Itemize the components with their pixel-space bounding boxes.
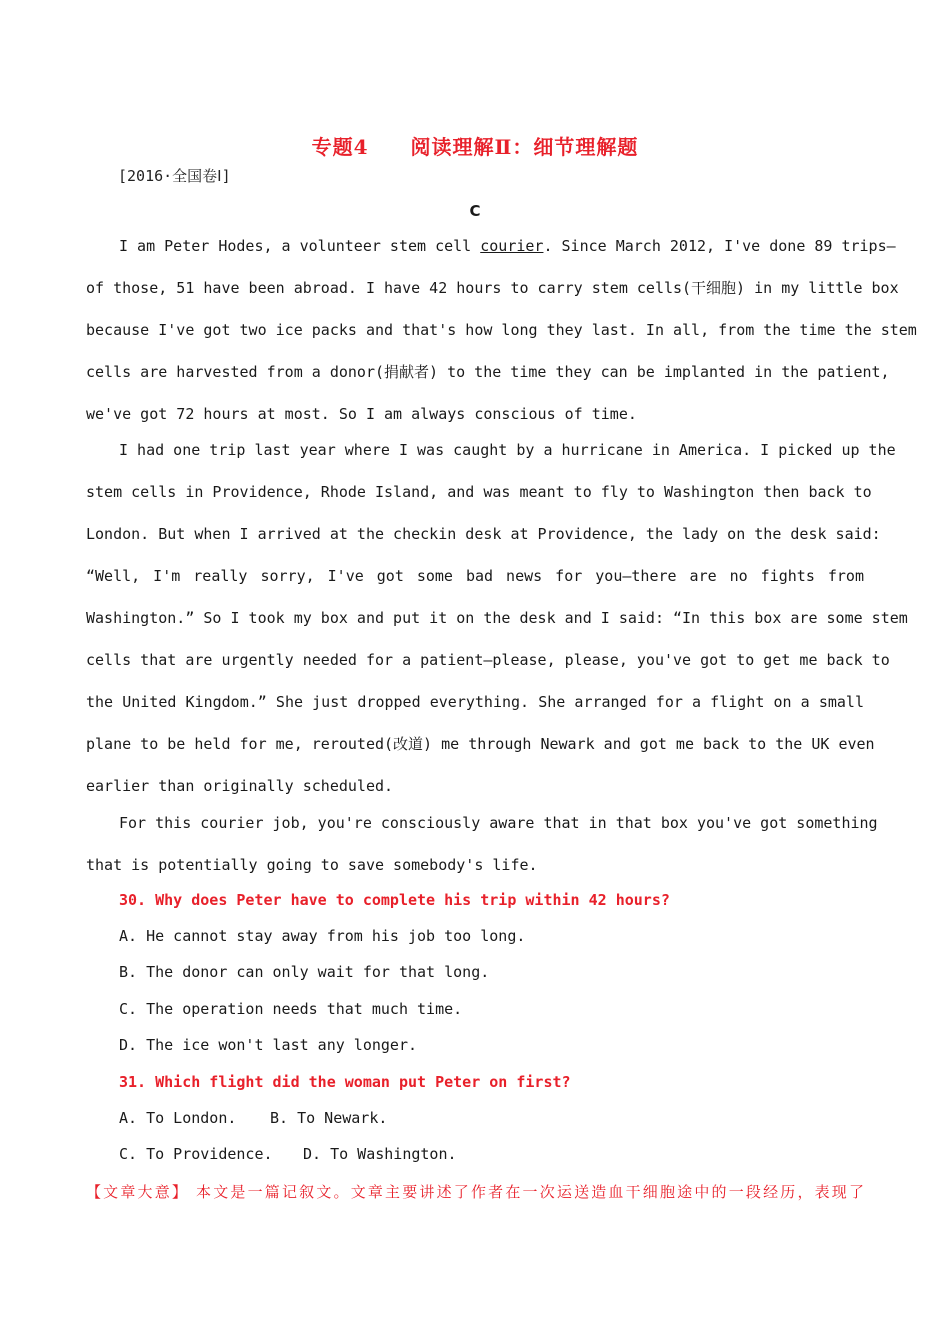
- passage-line: I had one trip last year where I was caught by a hurricane in America. I picked up the: [119, 441, 896, 459]
- question-stem: 30. Why does Peter have to complete his trip within 42 hours?: [119, 891, 670, 909]
- underlined-word: courier: [480, 237, 544, 255]
- passage-line: we've got 72 hours at most. So I am always conscious of time.: [86, 405, 637, 423]
- source-label: [2016·全国卷Ⅰ]: [118, 167, 231, 185]
- passage-line: For this courier job, you're consciously aware that in that box you've got something: [119, 814, 878, 832]
- answer-option: B. The donor can only wait for that long.: [119, 963, 490, 981]
- passage-line: because I've got two ice packs and that's how long they last. In all, from the time the stem: [86, 321, 917, 339]
- passage-line: the United Kingdom.” She just dropped everything. She arranged for a flight on a small: [86, 693, 864, 711]
- answer-option: D. To Washington.: [303, 1145, 457, 1163]
- answer-option: D. The ice won't last any longer.: [119, 1036, 418, 1054]
- passage-line: I am Peter Hodes, a volunteer stem cell courier. Since March 2012, I've done 89 trips—: [119, 237, 896, 255]
- answer-option: A. To London.: [119, 1109, 237, 1127]
- summary-text: 【文章大意】 本文是一篇记叙文。文章主要讲述了作者在一次运送造血干细胞途中的一段经历，表现了: [86, 1183, 864, 1201]
- passage-line: cells are harvested from a donor(捐献者) to the time they can be implanted in the patient,: [86, 363, 890, 381]
- answer-option: A. He cannot stay away from his job too long.: [119, 927, 526, 945]
- passage-line: earlier than originally scheduled.: [86, 777, 394, 795]
- passage-line: that is potentially going to save somebody's life.: [86, 856, 538, 874]
- page-title: 专题4 阅读理解Ⅱ：细节理解题: [311, 135, 639, 159]
- passage-line: Washington.” So I took my box and put it on the desk and I said: “In this box are some stem: [86, 609, 908, 627]
- answer-option: C. The operation needs that much time.: [119, 1000, 463, 1018]
- answer-option: B. To Newark.: [270, 1109, 388, 1127]
- question-stem: 31. Which flight did the woman put Peter on first?: [119, 1073, 571, 1091]
- passage-line: of those, 51 have been abroad. I have 42 hours to carry stem cells(干细胞) in my little box: [86, 279, 899, 297]
- section-label: C: [469, 202, 481, 220]
- passage-line: plane to be held for me, rerouted(改道) me through Newark and got me back to the UK even: [86, 735, 875, 753]
- passage-line: “Well, I'm really sorry, I've got some bad news for you—there are no fights from: [86, 567, 864, 585]
- passage-line: London. But when I arrived at the checkin desk at Providence, the lady on the desk said:: [86, 525, 881, 543]
- answer-option: C. To Providence.: [119, 1145, 273, 1163]
- passage-line: stem cells in Providence, Rhode Island, and was meant to fly to Washington then back to: [86, 483, 872, 501]
- passage-line: cells that are urgently needed for a patient—please, please, you've got to get me back to: [86, 651, 890, 669]
